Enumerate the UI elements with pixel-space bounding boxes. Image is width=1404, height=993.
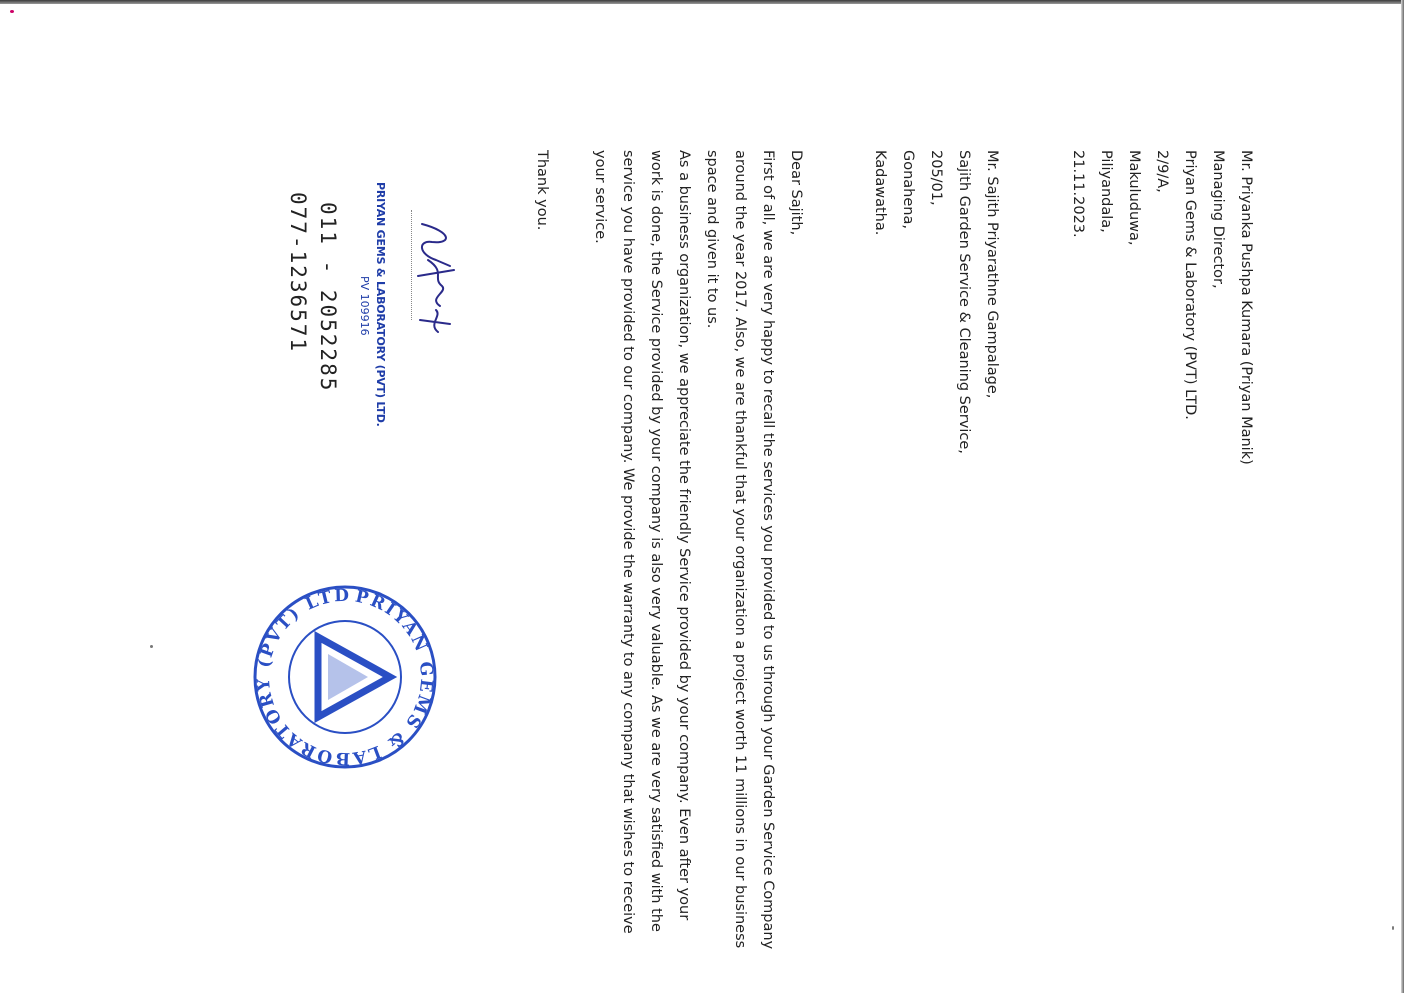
salutation: Dear Sajith, xyxy=(788,150,804,236)
body-paragraph-1: First of all, we are very happy to recall the services you provided to us through your Garden Service Company around the year 2017. Also, we are thankful that your organization a project worth 11 millions in our business space and given it to us. xyxy=(704,150,776,950)
closing: Thank you. xyxy=(534,150,550,231)
sender-address-1: 2/9/A, xyxy=(1154,150,1170,193)
company-seal xyxy=(250,582,440,772)
recipient-address-2: Gonahena, xyxy=(900,150,916,229)
scan-speck xyxy=(1392,926,1394,930)
signature-line xyxy=(411,210,412,320)
body-paragraph-2: As a business organization, we appreciate the friendly Service provided by your company. Even after your work is done, the Service provided by your company is also very valuable. As we are very satisfied with the service you have provided to our company. We provide the warranty to any company that wishes to receive your service. xyxy=(592,150,692,934)
sender-address-2: Makuluduwa, xyxy=(1126,150,1142,246)
recipient-address-1: 205/01, xyxy=(928,150,944,206)
sender-name: Mr. Priyanka Pushpa Kumara (Priyan Manik) xyxy=(1238,150,1254,465)
letter-date: 21.11.2023. xyxy=(1070,150,1086,238)
handwritten-signature xyxy=(408,220,458,340)
seal-text: PRIYAN GEMS & LABORATORY (PVT) LTD xyxy=(253,585,437,769)
recipient-company: Sajith Garden Service & Cleaning Service, xyxy=(956,150,972,454)
recipient-name: Mr. Sajith Priyarathne Gampalage, xyxy=(984,150,1000,399)
scan-edge-top xyxy=(0,0,1404,4)
stamp-registration: PV 109916 xyxy=(358,276,371,336)
sender-company: Priyan Gems & Laboratory (PVT) LTD. xyxy=(1182,150,1198,420)
letter-body xyxy=(140,150,1260,950)
sender-title: Managing Director, xyxy=(1210,150,1226,289)
phone-number-2: 077-1236571 xyxy=(286,192,310,354)
recipient-address-3: Kadawatha. xyxy=(872,150,888,236)
scan-speck xyxy=(10,10,14,13)
stamp-company-name: PRIYAN GEMS & LABORATORY (PVT) LTD. xyxy=(374,182,387,427)
phone-number-1: 011 - 2052285 xyxy=(316,202,340,393)
sender-address-3: Piliyandala, xyxy=(1098,150,1114,233)
